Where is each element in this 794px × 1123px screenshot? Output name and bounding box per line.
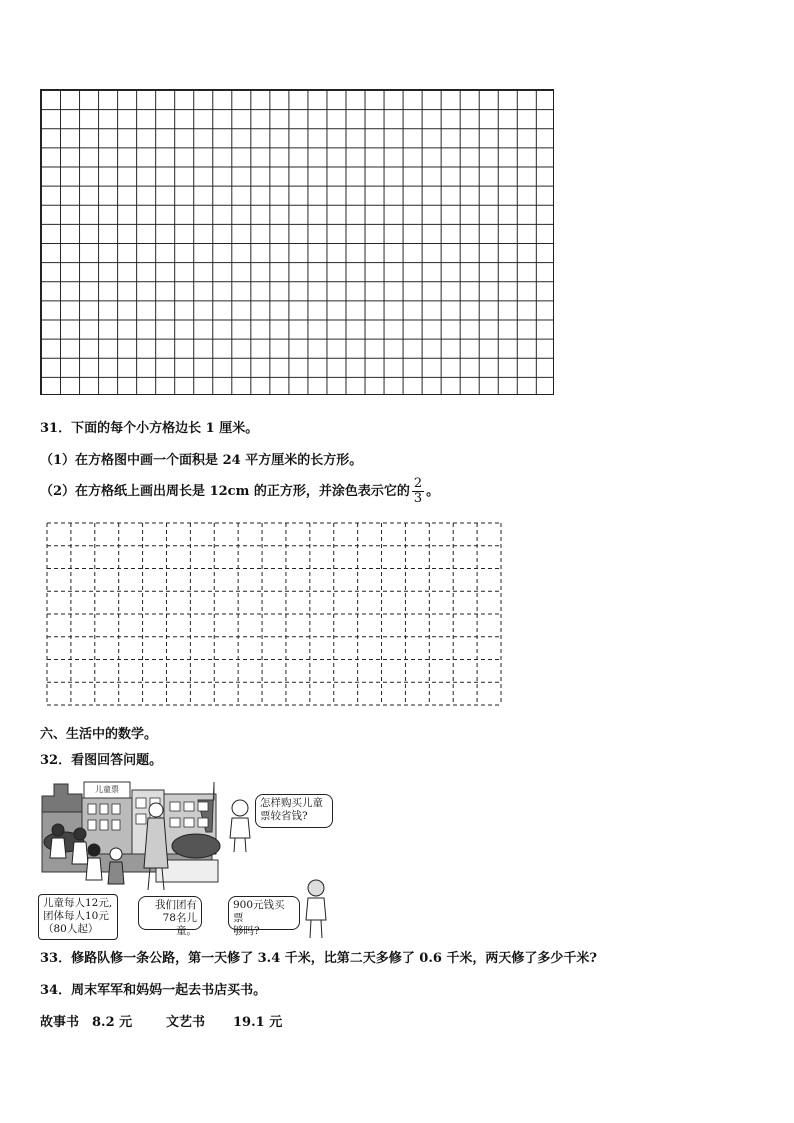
section-6-heading: 六、生活中的数学。 xyxy=(40,727,158,742)
art-book-label: 文艺书 xyxy=(166,1015,206,1030)
speech-bubble-prices xyxy=(38,894,118,940)
ticket-scene-illustration xyxy=(38,772,338,940)
question-33: 33．修路队修一条公路，第一天修了 3.4 千米，比第二天多修了 0.6 千米，两天修了多少千米? xyxy=(40,951,598,966)
speech-bubble-money xyxy=(228,896,300,937)
price-child: 儿童每人12元, xyxy=(43,897,113,909)
part-2-text: （2）在方格纸上画出周长是 12cm 的正方形，并涂色表示它的 xyxy=(40,484,410,499)
group-line-2: 78名儿童。 xyxy=(162,912,197,937)
group-line-1: 我们团有 xyxy=(155,899,197,911)
money-line-1: 900元钱买票 xyxy=(233,899,285,924)
question-31-title: 31．下面的每个小方格边长 1 厘米。 xyxy=(40,421,259,436)
money-line-2: 够吗? xyxy=(233,925,260,937)
art-book-price: 19.1 元 xyxy=(233,1015,283,1030)
price-group-condition: （80人起） xyxy=(43,923,99,935)
question-34: 34．周末军军和妈妈一起去书店买书。 xyxy=(40,983,267,998)
fraction-numerator: 2 xyxy=(413,476,423,491)
square-grid-solid xyxy=(40,89,554,395)
book-price-row xyxy=(0,1011,794,1031)
story-book-label: 故事书 xyxy=(40,1015,80,1030)
fraction-denominator: 3 xyxy=(413,491,423,506)
speech-bubble-question: 怎样购买儿童票较省钱? xyxy=(255,794,333,828)
building-sign: 儿童票 xyxy=(95,785,119,794)
question-31-part-2 xyxy=(40,477,439,506)
question-31-part-1: （1）在方格图中画一个面积是 24 平方厘米的长方形。 xyxy=(40,453,363,468)
speech-bubble-group xyxy=(138,896,202,937)
price-group: 团体每人10元 xyxy=(43,910,109,922)
fraction-two-thirds xyxy=(412,477,424,506)
part-2-end: 。 xyxy=(426,484,440,499)
story-book-price: 8.2 元 xyxy=(92,1015,133,1030)
question-32-title: 32．看图回答问题。 xyxy=(40,753,163,768)
square-grid-dashed xyxy=(46,522,502,706)
